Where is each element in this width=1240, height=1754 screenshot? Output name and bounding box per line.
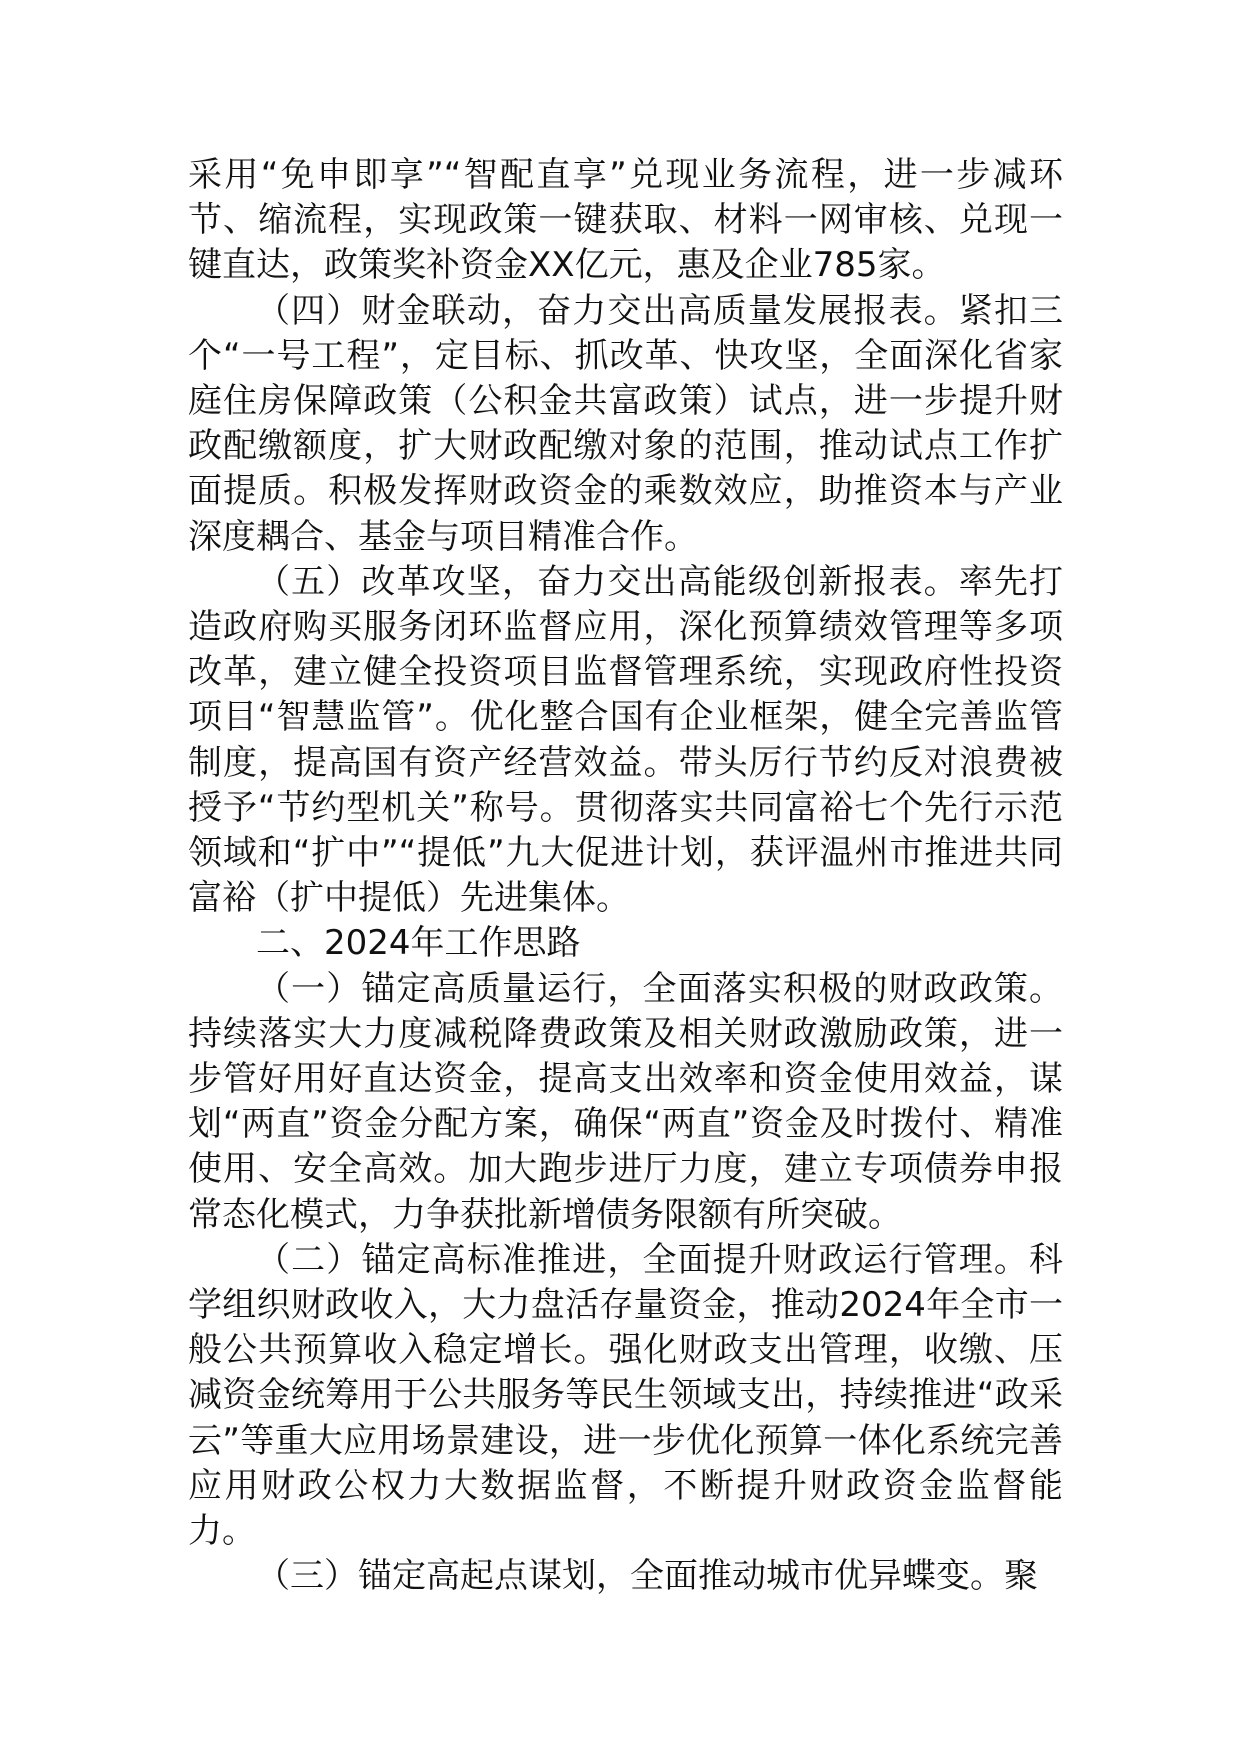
paragraph-section-five: （五）改革攻坚，奋力交出高能级创新报表。率先打造政府购买服务闭环监督应用，深化预算绩效管理等多项改革，建立健全投资项目监督管理系统，实现政府性投资项目“智慧监管”。优化整合国有企业框架，健全完善监管制度，提高国有资产经营效益。带头厉行节约反对浪费被授予“节约型机关”称号。贯彻落实共同富裕七个先行示范领域和“扩中”“提低”九大促进计划，获评温州市推进共同富裕（扩中提低）先进集体。 [188,561,1063,919]
document-body [188,153,1063,1600]
section-heading-2024: 二、2024年工作思路 [256,923,581,964]
paragraph-item-two: （二）锚定高标准推进，全面提升财政运行管理。科学组织财政收入，大力盘活存量资金，推动2024年全市一般公共预算收入稳定增长。强化财政支出管理，收缴、压减资金统筹用于公共服务等民生领域支出，持续推进“政采云”等重大应用场景建设，进一步优化预算一体化系统完善应用财政公权力大数据监督，不断提升财政资金监督能力。 [188,1239,1063,1552]
paragraph-continued: 采用“免申即享”“智配直享”兑现业务流程，进一步减环节、缩流程，实现政策一键获取、材料一网审核、兑现一键直达，政策奖补资金XX亿元，惠及企业785家。 [188,155,1063,286]
paragraph-item-one: （一）锚定高质量运行，全面落实积极的财政政策。持续落实大力度减税降费政策及相关财政激励政策，进一步管好用好直达资金，提高支出效率和资金使用效益，谋划“两直”资金分配方案，确保“两直”资金及时拨付、精准使用、安全高效。加大跑步进厅力度，建立专项债券申报常态化模式，力争获批新增债务限额有所突破。 [188,968,1063,1235]
paragraph-item-three: （三）锚定高起点谋划，全面推动城市优异蝶变。聚 [256,1556,1038,1597]
paragraph-section-four: （四）财金联动，奋力交出高质量发展报表。紧扣三个“一号工程”，定目标、抓改革、快攻坚，全面深化省家庭住房保障政策（公积金共富政策）试点，进一步提升财政配缴额度，扩大财政配缴对象的范围，推动试点工作扩面提质。积极发挥财政资金的乘数效应，助推资本与产业深度耦合、基金与项目精准合作。 [188,290,1063,557]
